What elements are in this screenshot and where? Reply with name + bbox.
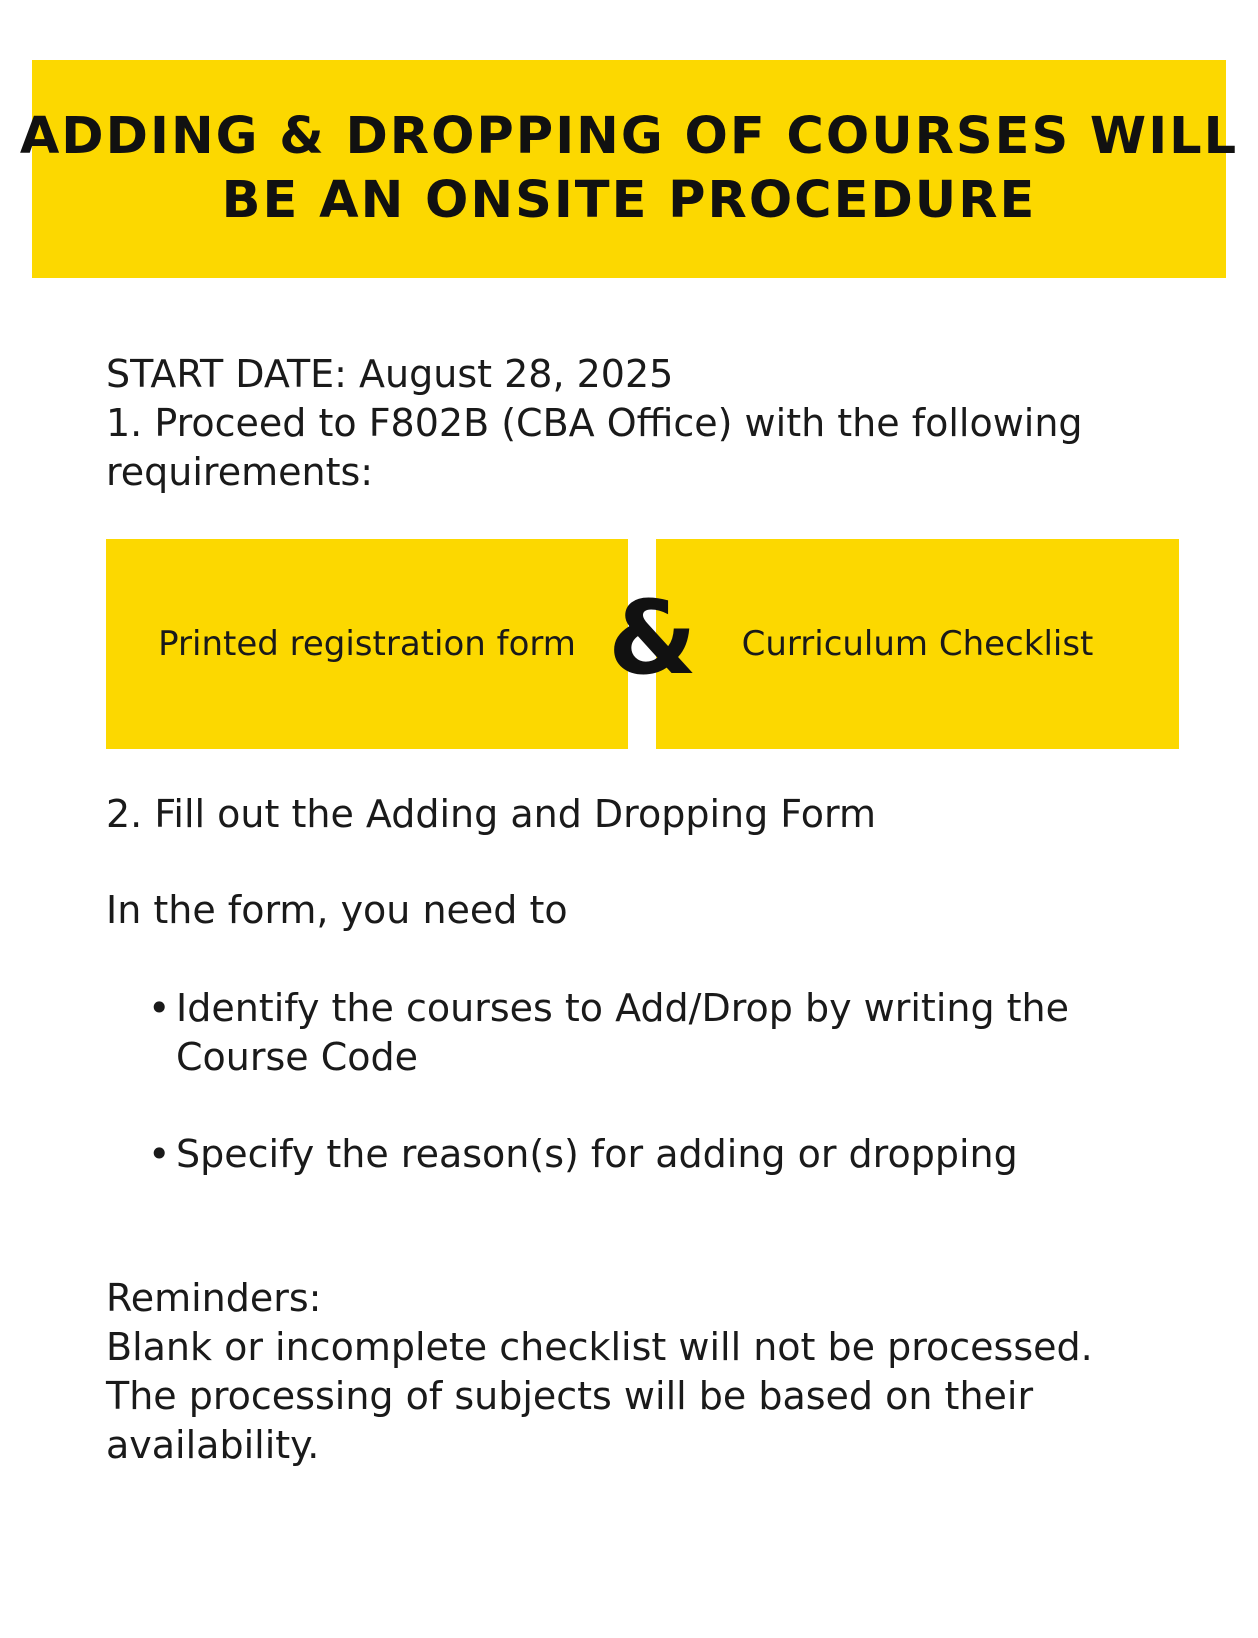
bullet-1-line-2: Course Code bbox=[176, 1035, 419, 1079]
step-1-line-2: requirements: bbox=[106, 450, 374, 494]
reminders-section bbox=[106, 1274, 1186, 1470]
start-date: START DATE: August 28, 2025 bbox=[106, 352, 674, 396]
ampersand-connector: & bbox=[608, 579, 697, 698]
reminder-line-2: The processing of subjects will be based on their bbox=[106, 1374, 1034, 1418]
step-1-line-1: 1. Proceed to F802B (CBA Office) with the following bbox=[106, 401, 1083, 445]
step-2 bbox=[106, 790, 1186, 839]
bullet-marker: • bbox=[148, 1132, 171, 1176]
requirement-right-label: Curriculum Checklist bbox=[741, 624, 1094, 664]
step-2-text: 2. Fill out the Adding and Dropping Form bbox=[106, 792, 877, 836]
bullet-2-line-1: Specify the reason(s) for adding or dropping bbox=[176, 1132, 1018, 1176]
requirement-registration-form bbox=[106, 539, 628, 749]
requirement-curriculum-checklist bbox=[656, 539, 1179, 749]
bullet-marker: • bbox=[148, 986, 171, 1030]
reminders-heading: Reminders: bbox=[106, 1276, 322, 1320]
bullet-text bbox=[176, 1130, 1018, 1179]
list-item bbox=[148, 984, 1148, 1082]
list-item bbox=[148, 1130, 1148, 1179]
reminder-line-1: Blank or incomplete checklist will not be processed. bbox=[106, 1325, 1093, 1369]
bullet-1-line-1: Identify the courses to Add/Drop by writing the bbox=[176, 986, 1070, 1030]
title-banner bbox=[19, 60, 1239, 278]
reminder-line-3: availability. bbox=[106, 1423, 320, 1467]
form-instructions-lead bbox=[106, 886, 1186, 935]
form-lead-text: In the form, you need to bbox=[106, 888, 568, 932]
intro-section bbox=[106, 350, 1186, 497]
requirement-left-label: Printed registration form bbox=[158, 624, 576, 664]
page-title-line-2: BE AN ONSITE PROCEDURE bbox=[221, 171, 1037, 230]
page-title-line-1: ADDING & DROPPING OF COURSES WILL bbox=[19, 107, 1239, 166]
bullet-text bbox=[176, 984, 1069, 1082]
